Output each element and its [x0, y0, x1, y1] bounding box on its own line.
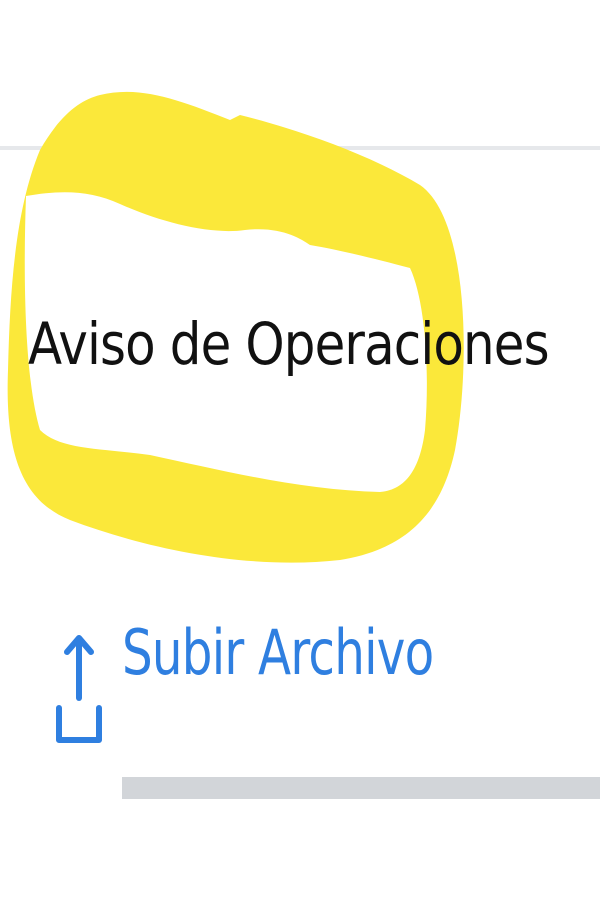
- upload-file-button[interactable]: [50, 600, 470, 750]
- page-title: Aviso de Operaciones: [28, 310, 549, 378]
- content-divider-bar: [122, 777, 600, 799]
- upload-file-label: Subir Archivo: [122, 616, 434, 689]
- upload-icon: [54, 628, 104, 746]
